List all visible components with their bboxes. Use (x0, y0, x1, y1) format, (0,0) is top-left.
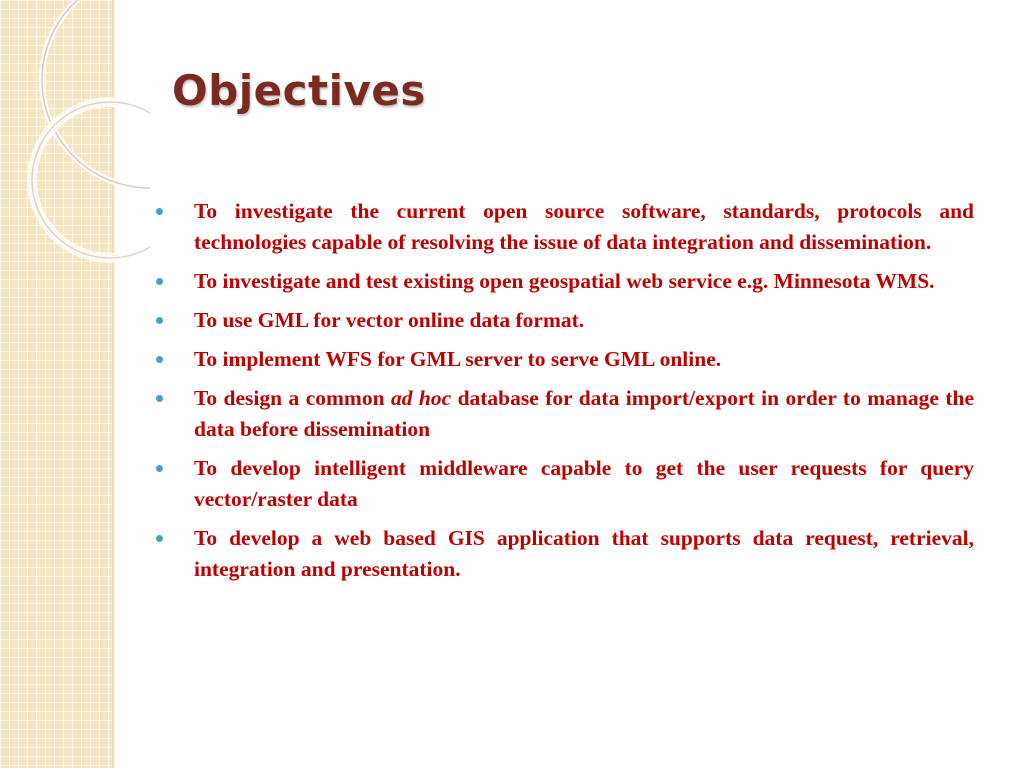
bullet-dot-icon (156, 535, 163, 542)
objective-item (150, 196, 974, 258)
decorative-rings-icon (0, 0, 150, 300)
objective-text: To investigate the current open source software, standards, protocols and technologies capable of resolving the issue of data integration and dissemination. (194, 199, 974, 254)
objective-item (150, 453, 974, 515)
objective-text: To investigate and test existing open geospatial web service e.g. Minnesota WMS. (194, 269, 935, 293)
slide-title: Objectives (172, 66, 426, 115)
bullet-dot-icon (156, 278, 163, 285)
bullet-dot-icon (156, 356, 163, 363)
objective-text (194, 386, 974, 441)
objectives-list (150, 196, 974, 593)
objective-text: To develop intelligent middleware capable to get the user requests for query vector/raster data (194, 456, 974, 511)
objective-item (150, 383, 974, 445)
objective-text: To develop a web based GIS application that supports data request, retrieval, integration and presentation. (194, 526, 974, 581)
objective-text: To implement WFS for GML server to serve GML online. (194, 347, 722, 371)
objective-text-end: database for data import/export in order to manage the data before dissemination (194, 386, 974, 441)
bullet-dot-icon (156, 465, 163, 472)
objective-text-italic: ad hoc (390, 386, 452, 410)
objective-item (150, 305, 974, 336)
objective-text-start: To design a common (194, 386, 391, 410)
objective-item (150, 344, 974, 375)
objective-item (150, 266, 974, 297)
bullet-dot-icon (156, 208, 163, 215)
objective-item (150, 523, 974, 585)
objective-text: To use GML for vector online data format. (194, 308, 585, 332)
bullet-dot-icon (156, 395, 163, 402)
bullet-dot-icon (156, 317, 163, 324)
